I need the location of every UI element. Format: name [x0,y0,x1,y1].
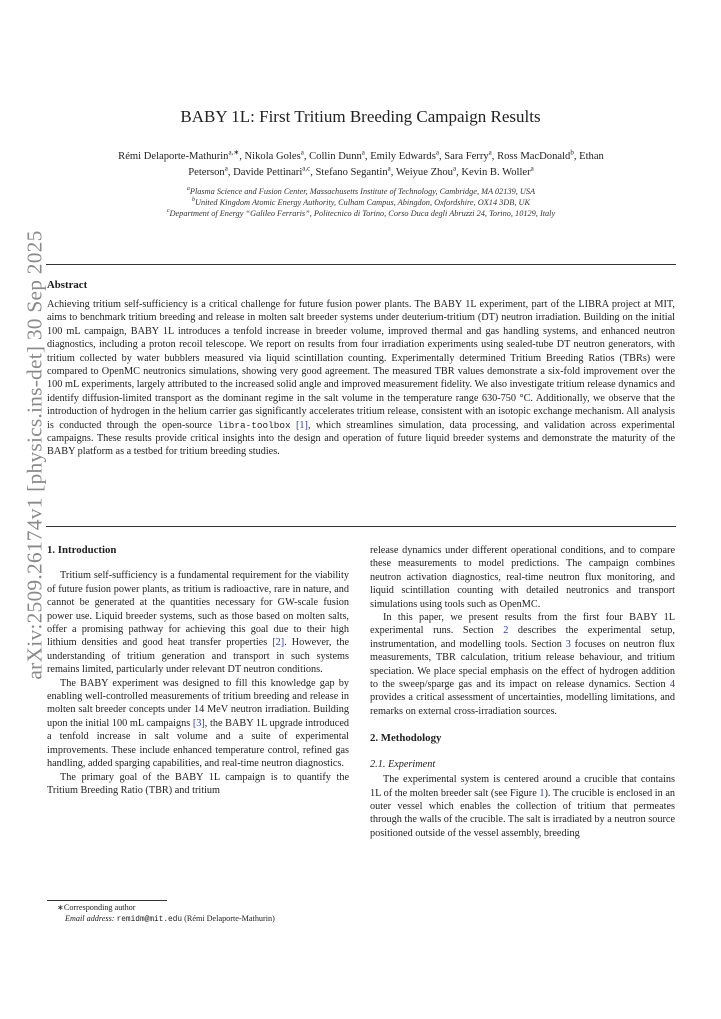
arxiv-identifier: arXiv:2509.26174v1 [physics.ins-det] 30 Sep 2025 [22,230,47,680]
right-column [370,544,675,840]
libra-toolbox-code: libra-toolbox [217,419,291,431]
intro-paragraph-2: The BABY experiment was designed to fill this knowledge gap by enabling well-controlled measurements of tritium breeding and release in molten salt breeder concepts under 14 MeV neutron irradiation. Building upon the initial 100 mL campaigns [3], the BABY 1L upgrade introduced a tenfold increase in salt volume and a suite of experimental improvements. These include enhanced temperature control, refined gas handling, added sparging capabilities, and real-time neutron diagnostics. [47,677,349,770]
author-affiliation-marker: a [361,148,365,157]
author-name: Nikola Goles [244,151,301,162]
abstract-bottom-rule [46,526,676,527]
affiliation-a: $^a$Plasma Science and Fusion Center, Massachusetts Institute of Technology, Cambridge, MA 02139, USA [186,186,536,196]
affiliation-b: $^b$United Kingdom Atomic Energy Authority, Culham Campus, Abingdon, Oxfordshire, OX14 3DB, UK [191,197,531,207]
author-affiliation-marker: a [452,163,457,172]
author-affiliation-marker: a,∗ [228,148,240,157]
author-affiliation-marker: a [530,163,534,172]
right-paragraph-2: In this paper, we present results from the first four BABY 1L experimental runs. Section 2 describes the experimental setup, instrumentation, and modelling tools. Section 3 focuses on neutron flux measurements, TBR calculation, tritium release behaviour, and tritium speciation. We place special emphasis on the effect of hydrogen addition to the sweep/sparge gas and its impact on release dynamics. Section 4 provides a critical assessment of uncertainties, modelling limitations, and remarks on external cross-irradiation sources. [370,612,675,717]
author-name: Collin Dunn [309,151,362,162]
author-name: Stefano Segantin [315,166,388,178]
abstract-top-rule [46,264,676,265]
author-line-1: Rémi Delaporte-Mathurin$^{a,∗}$, Nikola Goles$^a$, Collin Dunn$^a$, Emily Edwards$^a$, Sara Ferry$^a$, Ross MacDonald$^b$, Ethan [118,148,604,162]
author-line-2: Peterson$^a$, Davide Pettinari$^{a,c}$, Stefano Segantin$^a$, Weiyue Zhou$^a$, Kevin B. Woller$^a$ [188,163,534,178]
section-heading-introduction: 1. Introduction [47,544,117,556]
author-list [55,149,667,180]
subsection-heading-experiment: 2.1. Experiment [370,758,436,770]
citation-link-3[interactable]: [3] [192,717,205,729]
experiment-paragraph: The experimental system is centered around a crucible that contains 1L of the molten breeder salt (see Figure 1). The crucible is enclosed in an outer vessel which enables the collection of tritium that permeates through the walls of the crucible. The salt is irradiated by a neutron source positioned outside of the vessel assembly, breeding [370,774,676,839]
author-affiliation-marker: a [224,163,228,172]
author-affiliation-marker: a,c [302,163,311,172]
author-affiliation-marker: a [387,163,391,172]
author-name: Ross MacDonald [497,151,571,162]
paper-title: BABY 1L: First Tritium Breeding Campaign Results [180,107,541,126]
footnote [47,902,352,926]
abstract-text: Achieving tritium self-sufficiency is a critical challenge for future fusion power plants. The BABY 1L experiment, part of the LIBRA project at MIT, aims to benchmark tritium breeding and release in molten salt breeder systems under deuterium-tritium (DT) neutron irradiation. Building on the initial 100 mL campaign, BABY 1L introduces a tenfold increase in breeder volume, improved thermal and gas handling systems, and enhanced neutron diagnostics, including a proton recoil telescope. We report on results from four irradiation experiments using sealed-tube DT neutron generators, with tritium collected by water bubblers measured via liquid scintillation counting. Experimentally determined Tritium Breeding Ratios (TBRs) were compared to OpenMC neutronics simulations, showing very good agreement. The measured TBR values demonstrate a six-fold improvement over the 100 mL experiments, largely attributed to the increased solid angle and improved measurement fidelity. We also investigate tritium release dynamics and identify diffusion-limited transport as the dominant regime in the salt volume in the temperature range 630-750 °C. Additionally, we observe that the introduction of hydrogen in the helium carrier gas significantly accelerates tritium release, consistent with an isotopic exchange mechanism. All analysis is conducted through the open-source libra-toolbox [1], which streamlines simulation, data processing, and validation across experimental campaigns. These results provide critical insights into the design and operation of future liquid breeder systems and demonstrate the maturity of the BABY platform as a testbed for tritium breeding studies. [47,299,676,458]
author-name: Davide Pettinari [233,166,303,178]
email-note: Email address: remidm@mit.edu (Rémi Delaporte-Mathurin) [65,914,275,924]
corresponding-author-note: ∗Corresponding author [57,903,136,912]
section-heading-methodology: 2. Methodology [370,732,442,745]
citation-link-2[interactable]: [2] [272,637,285,649]
author-name: Emily Edwards [370,151,436,162]
affiliation-c: $^c$Department of Energy “Galileo Ferraris”, Politecnico di Torino, Corso Duca degli Abruzzi 24, Torino, 10129, Italy [166,208,556,218]
author-affiliation-marker: a [435,148,439,157]
author-name: Rémi Delaporte-Mathurin [118,151,229,162]
section-link-2[interactable]: 2 [503,625,509,637]
section-link-4[interactable]: 4 [669,679,675,691]
author-name: Peterson [188,166,225,178]
author-affiliation-marker: b [570,148,574,157]
section-link-3[interactable]: 3 [565,638,571,650]
author-name: Sara Ferry [444,151,489,162]
citation-link-1[interactable]: [1] [295,419,308,431]
right-paragraph-1: release dynamics under different operational conditions, and to compare these measurements to model predictions. The campaign combines neutron activation diagnostics, real-time neutron flux monitoring, and liquid scintillation counting with detailed neutronics and transport simulations using tools such as OpenMC. [370,545,675,610]
affiliations [40,186,682,219]
footnote-rule [47,900,167,901]
intro-paragraph-3: The primary goal of the BABY 1L campaign is to quantify the Tritium Breeding Ratio (TBR) and tritium [47,771,349,796]
author-name: Ethan [579,151,604,162]
figure-link-1[interactable]: 1 [539,787,545,799]
left-column [47,544,349,797]
author-name: Weiyue Zhou [395,166,453,178]
author-name: Kevin B. Woller [461,166,531,178]
email-address[interactable]: remidm@mit.edu [116,916,183,924]
intro-paragraph-1: Tritium self-sufficiency is a fundamental requirement for the viability of future fusion power plants, as tritium is radioactive, rare in nature, and cannot be generated at the quantities necessary for GW-scale fusion power use. Liquid breeder systems, such as those based on molten salts, offer a promising pathway for achieving this goal due to their high lithium densities and good heat transfer properties [2]. However, the understanding of tritium generation and transport in such systems remains limited, particularly under relevant DT neutron conditions. [47,570,349,676]
abstract-heading: Abstract [47,279,88,291]
author-affiliation-marker: a [488,148,492,157]
author-affiliation-marker: a [300,148,304,157]
